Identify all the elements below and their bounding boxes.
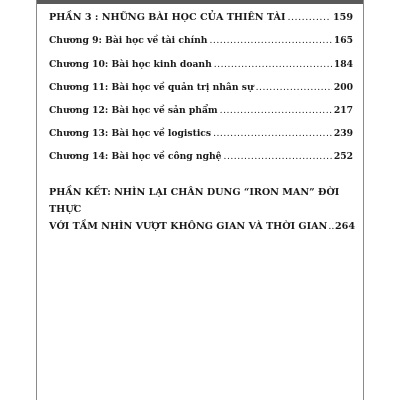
toc-part-3-label: PHẦN 3 : NHỮNG BÀI HỌC CỦA THIÊN TÀI	[49, 12, 286, 23]
toc-final-part	[49, 184, 355, 235]
toc-chapter-label: Chương 12: Bài học về sản phẩm	[49, 105, 218, 116]
toc-chapter-12	[49, 105, 353, 116]
toc-part-3	[49, 12, 353, 23]
toc-chapter-13	[49, 128, 353, 139]
toc-chapter-11	[49, 82, 353, 93]
book-page	[36, 0, 364, 400]
toc-chapter-label: Chương 9: Bài học về tài chính	[49, 35, 208, 46]
toc-leader-dots	[213, 128, 332, 139]
toc-chapter-page: 239	[333, 128, 353, 139]
toc-leader-dots	[256, 82, 332, 93]
toc-chapter-page: 252	[333, 151, 353, 162]
toc-leader-dots	[209, 35, 331, 46]
toc-chapter-label: Chương 11: Bài học về quản trị nhân sự	[49, 82, 254, 93]
toc-final-part-line2-row	[49, 218, 355, 235]
toc-chapter-page: 184	[333, 59, 353, 70]
toc-leader-dots	[224, 151, 332, 162]
toc-chapter-14	[49, 151, 353, 162]
toc-chapter-label: Chương 13: Bài học về logistics	[49, 128, 212, 139]
toc-part-3-page: 159	[332, 12, 353, 23]
toc-final-part-page: 264	[334, 221, 355, 232]
toc-chapter-label: Chương 14: Bài học về công nghệ	[49, 151, 222, 162]
toc-leader-dots	[328, 218, 334, 235]
toc-chapter-page: 165	[333, 35, 353, 46]
toc-leader-dots	[287, 12, 331, 23]
toc-final-part-line2: VỚI TẦM NHÌN VƯỢT KHÔNG GIAN VÀ THỜI GIAN	[49, 221, 328, 232]
toc-chapter-10	[49, 59, 353, 70]
toc-leader-dots	[220, 105, 332, 116]
toc-chapter-9	[49, 35, 353, 46]
toc-leader-dots	[214, 59, 332, 70]
toc-chapter-label: Chương 10: Bài học kinh doanh	[49, 59, 212, 70]
toc-final-part-line1: PHẦN KẾT: NHÌN LẠI CHÂN DUNG “IRON MAN” ĐỜI THỰC	[49, 187, 340, 215]
toc-chapter-page: 217	[333, 105, 353, 116]
toc-chapter-page: 200	[333, 82, 353, 93]
